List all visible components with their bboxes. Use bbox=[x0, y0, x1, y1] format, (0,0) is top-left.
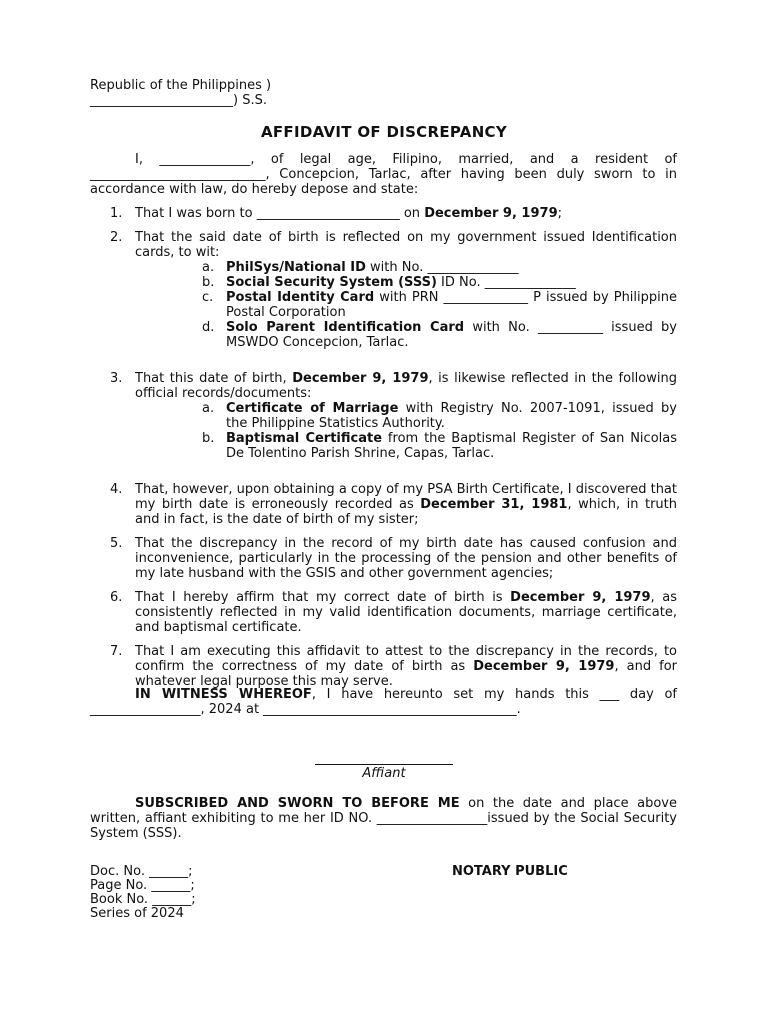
sub-letter: c. bbox=[202, 290, 214, 305]
statement-text: , which, in truth and in fact, is the date of birth of my sister; bbox=[135, 497, 677, 527]
jurat-paragraph bbox=[90, 796, 677, 841]
statement-text: That the discrepancy in the record of my birth date has caused confusion and inconvenience, particularly in the processing of the pension and other benefits of my late husband with the GSIS and other government agencies; bbox=[135, 536, 677, 581]
id-detail: with PRN _____________ P issued by Philippine Postal Corporation bbox=[226, 290, 678, 320]
record-detail: from the Baptismal Register of San Nicolas De Tolentino Parish Shrine, Capas, Tarlac. bbox=[226, 431, 677, 461]
statement-text: , is likewise reflected in the following official records/documents: bbox=[135, 371, 677, 401]
id-detail: ID No. ______________ bbox=[436, 275, 576, 290]
statement-6 bbox=[90, 590, 677, 635]
statement-text: ; bbox=[557, 206, 563, 221]
sub-letter: b. bbox=[202, 431, 215, 446]
venue-caption bbox=[90, 78, 271, 108]
birth-date: December 9, 1979 bbox=[424, 206, 558, 221]
witness-heading: IN WITNESS WHEREOF bbox=[135, 687, 312, 702]
birth-date: December 9, 1979 bbox=[510, 590, 651, 605]
jurat-text: on the date and place above written, affiant exhibiting to me her ID NO. _________________issued by the Social Security System (SSS). bbox=[90, 796, 677, 841]
id-item-sss bbox=[90, 275, 677, 290]
id-item-postal bbox=[90, 290, 677, 320]
caption-line-ss: ______________________) S.S. bbox=[90, 93, 267, 108]
statement-text: That I am executing this affidavit to attest to the discrepancy in the records, to confirm the correctness of my date of birth as bbox=[135, 644, 677, 674]
id-detail: with No. ______________ bbox=[365, 260, 519, 275]
doc-no: Doc. No. ______; bbox=[90, 864, 193, 879]
erroneous-date: December 31, 1981 bbox=[420, 497, 568, 512]
sub-letter: a. bbox=[202, 401, 215, 416]
statement-2 bbox=[90, 230, 677, 260]
document-title: AFFIDAVIT OF DISCREPANCY bbox=[260, 123, 508, 141]
statement-text: That I hereby affirm that my correct date of birth is bbox=[135, 590, 511, 605]
record-item-marriage bbox=[90, 401, 677, 431]
statement-3 bbox=[90, 371, 677, 401]
record-detail: with Registry No. 2007-1091, issued by the Philippine Statistics Authority. bbox=[226, 401, 677, 431]
statement-number: 1. bbox=[110, 206, 123, 221]
record-name: Baptismal Certificate bbox=[226, 431, 383, 446]
statement-number: 4. bbox=[110, 482, 123, 497]
affiant-signature-line bbox=[315, 764, 453, 781]
statement-text: , and for whatever legal purpose this may serve. bbox=[135, 659, 677, 689]
id-item-solo-parent bbox=[90, 320, 677, 350]
id-name: PhilSys/National ID bbox=[226, 260, 366, 275]
statement-number: 6. bbox=[110, 590, 123, 605]
series-year: Series of 2024 bbox=[90, 906, 184, 921]
statement-4 bbox=[90, 482, 677, 527]
notary-public-label: NOTARY PUBLIC bbox=[452, 864, 568, 879]
statement-number: 2. bbox=[110, 230, 123, 245]
id-name: Solo Parent Identification Card bbox=[226, 320, 465, 335]
id-detail: with No. __________ issued by MSWDO Concepcion, Tarlac. bbox=[226, 320, 677, 350]
statement-text: That I was born to ______________________ on bbox=[135, 206, 425, 221]
page-no: Page No. ______; bbox=[90, 878, 195, 893]
statement-text: That, however, upon obtaining a copy of my PSA Birth Certificate, I discovered that my birth date is erroneously recorded as bbox=[135, 482, 677, 512]
intro-paragraph: I, ______________, of legal age, Filipino, married, and a resident of ___________________________, Concepcion, Tarlac, after having been duly sworn to in accordance with law, do hereby depose and state: bbox=[90, 152, 677, 197]
statement-text: That this date of birth, bbox=[135, 371, 293, 386]
statement-1 bbox=[90, 206, 677, 221]
jurat-heading: SUBSCRIBED AND SWORN TO BEFORE ME bbox=[135, 796, 460, 811]
statement-number: 3. bbox=[110, 371, 123, 386]
caption-line-republic: Republic of the Philippines ) bbox=[90, 78, 272, 93]
book-no: Book No. ______; bbox=[90, 892, 196, 907]
id-item-philsys bbox=[90, 260, 677, 275]
id-name: Postal Identity Card bbox=[226, 290, 375, 305]
affiant-label: Affiant bbox=[362, 766, 406, 781]
sub-letter: d. bbox=[202, 320, 215, 335]
witness-text: , I have hereunto set my hands this ___ day of _________________, 2024 at _______________________________________. bbox=[90, 687, 678, 717]
record-item-baptismal bbox=[90, 431, 677, 461]
id-name: Social Security System (SSS) bbox=[226, 275, 437, 290]
witness-paragraph bbox=[90, 687, 677, 717]
record-name: Certificate of Marriage bbox=[226, 401, 399, 416]
statement-number: 7. bbox=[110, 644, 123, 659]
numbered-statements bbox=[90, 206, 677, 689]
statement-text: That the said date of birth is reflected on my government issued Identification cards, to wit: bbox=[135, 230, 677, 260]
statement-5 bbox=[90, 536, 677, 581]
sub-letter: a. bbox=[202, 260, 215, 275]
notarial-register-info bbox=[90, 864, 196, 920]
birth-date: December 9, 1979 bbox=[473, 659, 615, 674]
birth-date: December 9, 1979 bbox=[292, 371, 429, 386]
statement-7 bbox=[90, 644, 677, 689]
sub-letter: b. bbox=[202, 275, 215, 290]
statement-text: , as consistently reflected in my valid identification documents, marriage certificate, and baptismal certificate. bbox=[135, 590, 677, 635]
statement-number: 5. bbox=[110, 536, 123, 551]
